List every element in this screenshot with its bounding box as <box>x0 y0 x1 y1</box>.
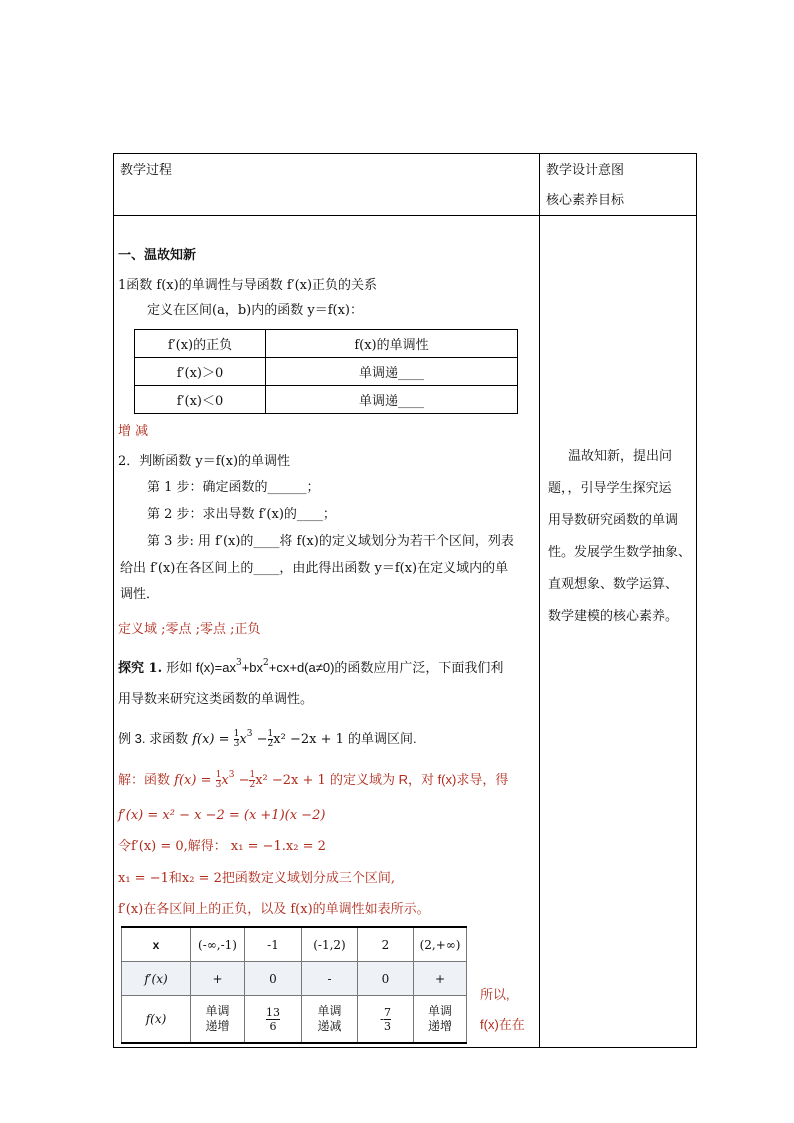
conclusion-line2: f(x)在在 <box>480 1017 525 1032</box>
header-design-intent: 教学设计意图 <box>546 162 625 177</box>
item1-sub-text: 定义在区间(a，b)内的函数 y＝f(x)： <box>147 303 363 318</box>
row-label: f(x) <box>122 996 191 1044</box>
sidebar-line: 用导数研究函数的单调 <box>548 512 679 527</box>
table-cell: + <box>414 962 467 996</box>
table-header-cell: -1 <box>245 927 302 962</box>
example-label: 例 3. 求函数 <box>118 731 189 746</box>
example-line: 例 3. 求函数 f(x) = $\frac{1}{3}$ $x^3$ − $\frac{1}{2}$ x² −2x + 1 的单调区间. <box>118 729 417 749</box>
step3-text-line2: 给出 f′(x)在各区间上的____，由此得出函数 y＝f(x)在定义域内的单 <box>120 561 509 576</box>
sidebar-line: 性。发展学生数学抽象、 <box>548 544 692 559</box>
table-cell: 单调 递增 <box>191 996 245 1044</box>
monotonicity-table <box>134 329 518 414</box>
table-header-cell: (-∞,-1) <box>191 927 245 962</box>
exponent: 2 <box>263 658 269 668</box>
table-header-cell: f′(x)的正负 <box>135 330 266 358</box>
table-cell: - $\frac{7}{3}$ <box>358 996 414 1044</box>
table-header-cell: x <box>122 927 191 962</box>
answer-increase-decrease: 增 减 <box>118 424 149 439</box>
step2-text: 第 2 步：求出导数 f′(x)的____； <box>147 507 336 522</box>
func-lead: f(x) = <box>192 732 230 747</box>
table-cell: 单调 递增 <box>414 996 467 1044</box>
header-divider <box>113 215 697 216</box>
column-divider <box>539 153 540 1048</box>
explore-text-a: 形如 f(x)=ax <box>166 660 236 675</box>
table-cell: 单调 递减 <box>302 996 358 1044</box>
table-cell: 单调递____ <box>266 386 518 414</box>
item1-text: 1函数 f(x)的单调性与导函数 f′(x)正负的关系 <box>118 278 378 293</box>
sidebar-line: 题，，引导学生探究运 <box>548 480 672 495</box>
answer-steps: 定义域 ;零点 ;零点 ;正负 <box>118 622 261 637</box>
table-cell: f′(x)＞0 <box>135 358 266 386</box>
sidebar-line: 温故知新，提出问 <box>568 448 673 463</box>
table-cell: 0 <box>358 962 414 996</box>
table-header-cell: 2 <box>358 927 414 962</box>
explore-text-c: +cx+d(a≠0)的函数应用广泛，下面我们利 <box>268 660 504 675</box>
explore-line2: 用导数来研究这类函数的单调性。 <box>118 691 314 706</box>
table-cell: - <box>302 962 358 996</box>
exponent: 3 <box>235 658 242 668</box>
header-teaching-process: 教学过程 <box>120 162 173 177</box>
table-cell: f′(x)＜0 <box>135 386 266 414</box>
conclusion-line1: 所以, <box>480 987 510 1002</box>
solution-derivative: f′(x) = x² − x −2 = (x +1)(x −2) <box>118 808 326 823</box>
table-cell: $\frac{13}{6}$ <box>245 996 302 1044</box>
table-cell: 单调递____ <box>266 358 518 386</box>
table-cell: 0 <box>245 962 302 996</box>
solution-table-intro: f′(x)在各区间上的正负，以及 f(x)的单调性如表所示。 <box>118 902 430 917</box>
solution-line1: 解：函数 f(x) = $\frac{1}{3}$ $x^3$ − $\frac{1}{2}$ x² −2x + 1 的定义域为 R，对 f(x)求导，得 <box>118 770 509 790</box>
sidebar-line: 直观想象、数学运算、 <box>548 576 679 591</box>
solution-zeros: 令f′(x) = 0,解得： x₁ = −1.x₂ = 2 <box>118 839 326 854</box>
section-title-review: 一、温故知新 <box>118 248 197 263</box>
explore-text-b: +bx <box>241 660 264 675</box>
step3-text-line1: 第 3 步: 用 f′(x)的____将 f(x)的定义域划分为若干个区间，列表 <box>147 534 514 549</box>
table-header-cell: (-1,2) <box>302 927 358 962</box>
table-header-cell: f(x)的单调性 <box>266 330 518 358</box>
table-cell: + <box>191 962 245 996</box>
explore-label: 探究 1. <box>118 661 163 676</box>
header-core-literacy: 核心素养目标 <box>546 192 625 207</box>
sidebar-line: 数学建模的核心素养。 <box>548 608 679 623</box>
item2-text: 2．判断函数 y＝f(x)的单调性 <box>118 454 291 469</box>
sign-table <box>121 926 467 1044</box>
design-intent-text <box>548 440 698 632</box>
func-tail: x² −2x + 1 <box>273 732 344 747</box>
fraction: $\frac{1}{3}$ <box>233 729 240 749</box>
solution-split: x₁ = −1和x₂ = 2把函数定义域划分成三个区间, <box>118 871 395 886</box>
step3-text-line3: 调性． <box>120 587 160 602</box>
example-suffix: 的单调区间. <box>348 731 417 746</box>
row-label: f′(x) <box>122 962 191 996</box>
step1-text: 第 1 步：确定函数的______； <box>147 480 320 495</box>
fraction: $\frac{1}{2}$ <box>267 729 274 749</box>
explore-line1 <box>118 660 503 677</box>
table-header-cell: (2,+∞) <box>414 927 467 962</box>
